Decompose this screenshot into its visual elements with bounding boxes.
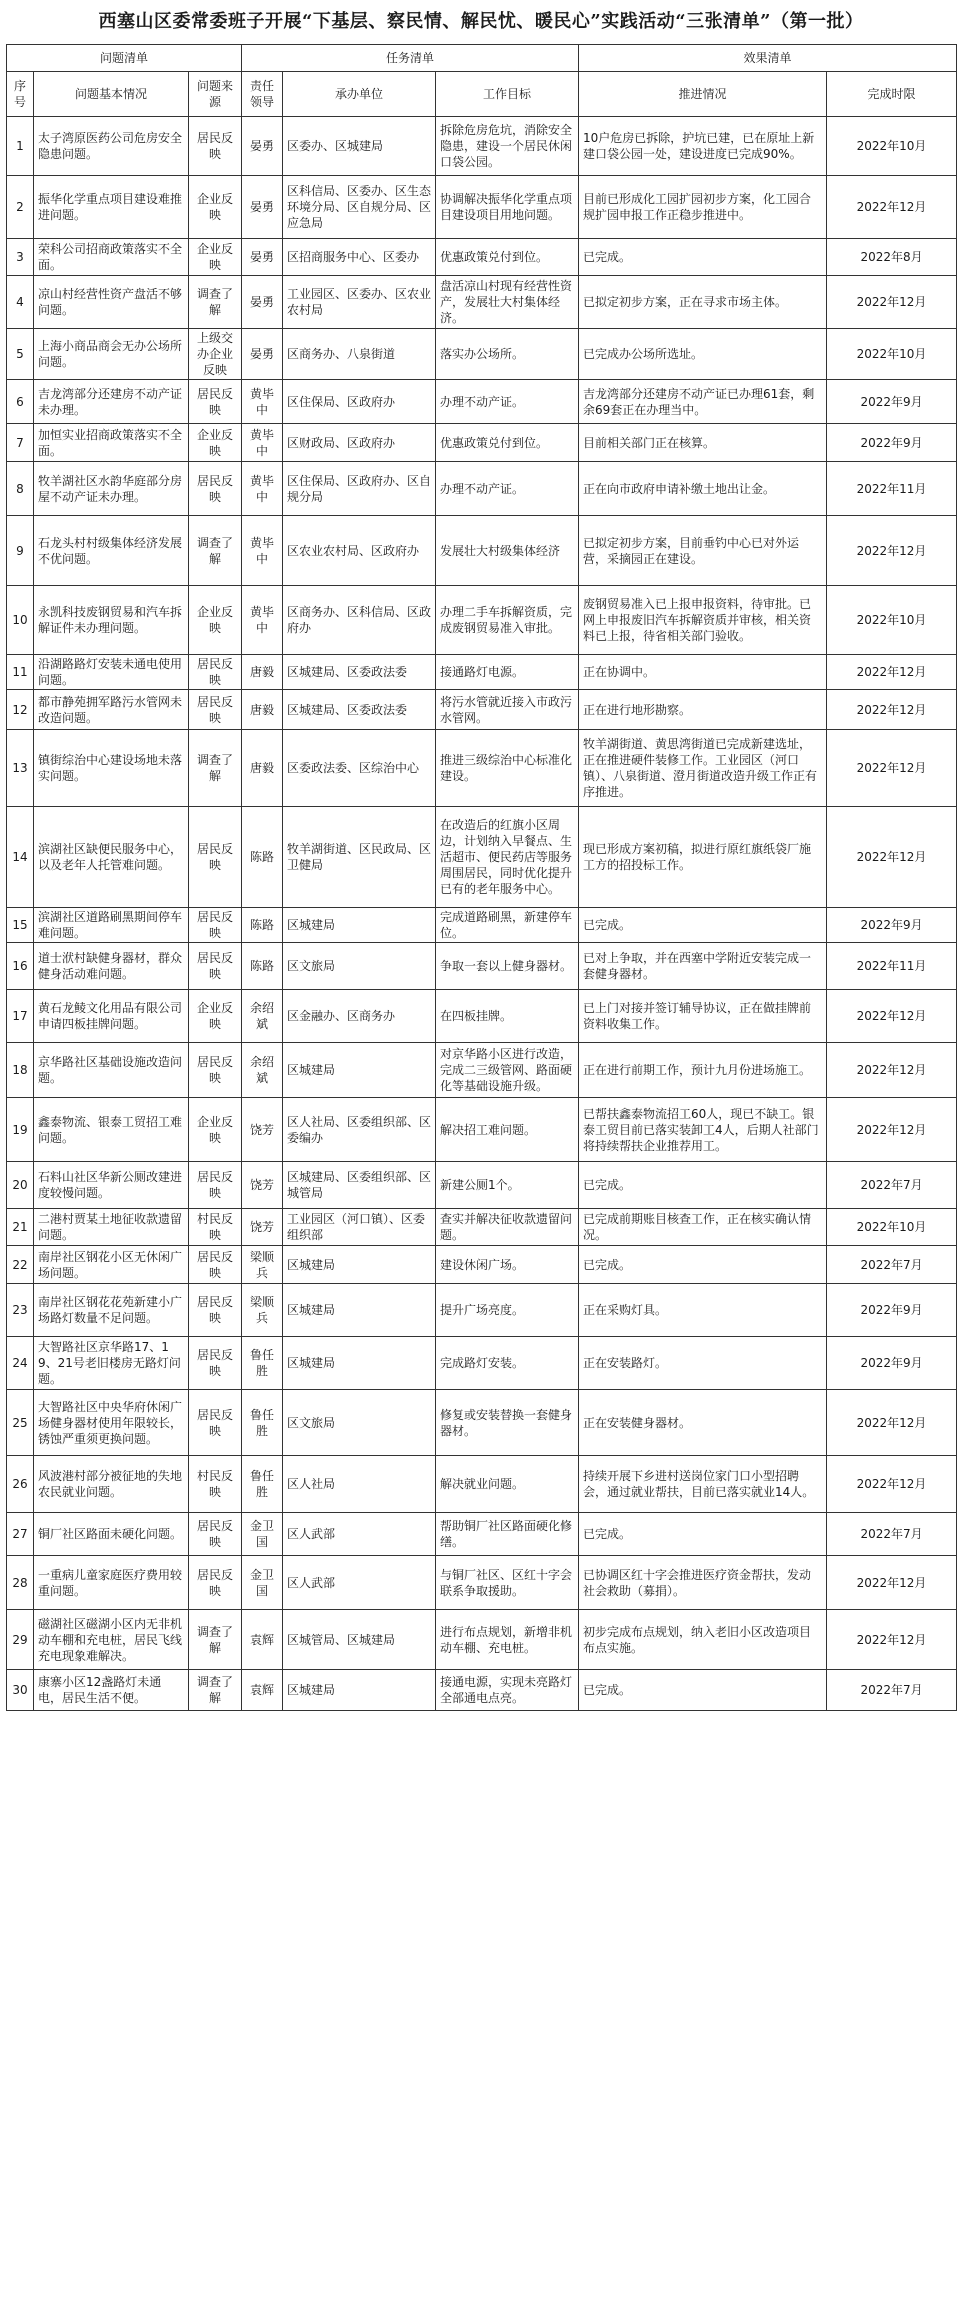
- problem-cell: 石料山社区华新公厕改建进度较慢问题。: [34, 1162, 189, 1209]
- goal-cell: 争取一套以上健身器材。: [436, 943, 579, 990]
- unit-cell: 区人武部: [283, 1556, 436, 1610]
- unit-cell: 区城建局、区委政法委: [283, 655, 436, 690]
- goal-cell: 完成道路刷黑，新建停车位。: [436, 908, 579, 943]
- row-number: 22: [7, 1246, 34, 1284]
- problem-cell: 一重病儿童家庭医疗费用较重问题。: [34, 1556, 189, 1610]
- table-row: [7, 1246, 957, 1284]
- row-number: 23: [7, 1284, 34, 1337]
- leader-cell: 饶芳: [242, 1098, 283, 1162]
- deadline-cell: 2022年9月: [827, 908, 957, 943]
- row-number: 3: [7, 239, 34, 276]
- deadline-cell: 2022年9月: [827, 424, 957, 462]
- table-row: [7, 1556, 957, 1610]
- unit-cell: 工业园区（河口镇）、区委组织部: [283, 1209, 436, 1246]
- table-row: [7, 1610, 957, 1670]
- unit-cell: 工业园区、区委办、区农业农村局: [283, 276, 436, 329]
- problem-cell: 南岸社区钢花小区无休闲广场问题。: [34, 1246, 189, 1284]
- progress-cell: 10户危房已拆除，护坑已建，已在原址上新建口袋公园一处，建设进度已完成90%。: [579, 117, 827, 176]
- progress-cell: 正在安装健身器材。: [579, 1390, 827, 1456]
- goal-cell: 完成路灯安装。: [436, 1337, 579, 1390]
- table-row: [7, 1390, 957, 1456]
- row-number: 14: [7, 807, 34, 908]
- row-number: 11: [7, 655, 34, 690]
- unit-cell: 区住保局、区政府办、区自规分局: [283, 462, 436, 516]
- leader-cell: 陈路: [242, 807, 283, 908]
- unit-cell: 区人社局、区委组织部、区委编办: [283, 1098, 436, 1162]
- leader-cell: 鲁任胜: [242, 1456, 283, 1513]
- unit-cell: 区城建局: [283, 1043, 436, 1098]
- goal-cell: 发展壮大村级集体经济: [436, 516, 579, 586]
- deadline-cell: 2022年7月: [827, 1162, 957, 1209]
- table-row: [7, 276, 957, 329]
- goal-cell: 帮助铜厂社区路面硬化修缮。: [436, 1513, 579, 1556]
- problem-cell: 风波港村部分被征地的失地农民就业问题。: [34, 1456, 189, 1513]
- goal-cell: 解决就业问题。: [436, 1456, 579, 1513]
- table-row: [7, 1513, 957, 1556]
- leader-cell: 陈路: [242, 943, 283, 990]
- source-cell: 居民反映: [189, 117, 242, 176]
- deadline-cell: 2022年12月: [827, 807, 957, 908]
- unit-cell: 区城建局: [283, 1337, 436, 1390]
- problem-cell: 南岸社区钢花花苑新建小广场路灯数量不足问题。: [34, 1284, 189, 1337]
- deadline-cell: 2022年11月: [827, 943, 957, 990]
- unit-cell: 区城建局: [283, 1246, 436, 1284]
- progress-cell: 正在向市政府申请补缴土地出让金。: [579, 462, 827, 516]
- progress-cell: 已完成。: [579, 1670, 827, 1711]
- table-row: [7, 424, 957, 462]
- progress-cell: 已完成。: [579, 239, 827, 276]
- problem-cell: 磁湖社区磁湖小区内无非机动车棚和充电桩，居民飞线充电现象难解决。: [34, 1610, 189, 1670]
- source-cell: 调查了解: [189, 276, 242, 329]
- deadline-cell: 2022年7月: [827, 1670, 957, 1711]
- row-number: 28: [7, 1556, 34, 1610]
- deadline-cell: 2022年11月: [827, 462, 957, 516]
- source-cell: 上级交办企业反映: [189, 329, 242, 380]
- goal-cell: 拆除危房危坑，消除安全隐患，建设一个居民休闲口袋公园。: [436, 117, 579, 176]
- unit-cell: 区城建局、区委政法委: [283, 690, 436, 730]
- deadline-cell: 2022年12月: [827, 176, 957, 239]
- deadline-cell: 2022年12月: [827, 1610, 957, 1670]
- table-row: [7, 943, 957, 990]
- leader-cell: 黄毕中: [242, 462, 283, 516]
- problem-cell: 滨湖社区道路刷黑期间停车难问题。: [34, 908, 189, 943]
- deadline-cell: 2022年12月: [827, 730, 957, 807]
- unit-cell: 区人社局: [283, 1456, 436, 1513]
- progress-cell: 正在采购灯具。: [579, 1284, 827, 1337]
- source-cell: 居民反映: [189, 943, 242, 990]
- problem-cell: 上海小商品商会无办公场所问题。: [34, 329, 189, 380]
- table-row: [7, 730, 957, 807]
- deadline-cell: 2022年12月: [827, 1556, 957, 1610]
- row-number: 20: [7, 1162, 34, 1209]
- table-row: [7, 176, 957, 239]
- source-cell: 村民反映: [189, 1209, 242, 1246]
- deadline-cell: 2022年7月: [827, 1246, 957, 1284]
- unit-cell: 区招商服务中心、区委办: [283, 239, 436, 276]
- goal-cell: 落实办公场所。: [436, 329, 579, 380]
- row-number: 30: [7, 1670, 34, 1711]
- row-number: 7: [7, 424, 34, 462]
- unit-cell: 牧羊湖街道、区民政局、区卫健局: [283, 807, 436, 908]
- problem-cell: 镇街综治中心建设场地未落实问题。: [34, 730, 189, 807]
- deadline-cell: 2022年12月: [827, 990, 957, 1043]
- unit-cell: 区商务办、区科信局、区政府办: [283, 586, 436, 655]
- row-number: 15: [7, 908, 34, 943]
- goal-cell: 推进三级综治中心标准化建设。: [436, 730, 579, 807]
- progress-cell: 正在进行地形勘察。: [579, 690, 827, 730]
- problem-cell: 康寨小区12盏路灯未通电，居民生活不便。: [34, 1670, 189, 1711]
- leader-cell: 余绍斌: [242, 990, 283, 1043]
- deadline-cell: 2022年10月: [827, 1209, 957, 1246]
- source-cell: 企业反映: [189, 990, 242, 1043]
- leader-cell: 黄毕中: [242, 586, 283, 655]
- row-number: 27: [7, 1513, 34, 1556]
- column-header-problem: 问题基本情况: [34, 72, 189, 117]
- deadline-cell: 2022年9月: [827, 1337, 957, 1390]
- goal-cell: 优惠政策兑付到位。: [436, 239, 579, 276]
- leader-cell: 黄毕中: [242, 380, 283, 424]
- list-table: [6, 44, 957, 1711]
- progress-cell: 目前已形成化工园扩园初步方案，化工园合规扩园申报工作正稳步推进中。: [579, 176, 827, 239]
- source-cell: 村民反映: [189, 1456, 242, 1513]
- progress-cell: 持续开展下乡进村送岗位家门口小型招聘会，通过就业帮扶，目前已落实就业14人。: [579, 1456, 827, 1513]
- problem-cell: 加恒实业招商政策落实不全面。: [34, 424, 189, 462]
- unit-cell: 区城建局、区委组织部、区城管局: [283, 1162, 436, 1209]
- unit-cell: 区委办、区城建局: [283, 117, 436, 176]
- unit-cell: 区金融办、区商务办: [283, 990, 436, 1043]
- progress-cell: 初步完成布点规划，纳入老旧小区改造项目布点实施。: [579, 1610, 827, 1670]
- goal-cell: 修复或安装替换一套健身器材。: [436, 1390, 579, 1456]
- problem-cell: 二港村贾某土地征收款遗留问题。: [34, 1209, 189, 1246]
- source-cell: 居民反映: [189, 1390, 242, 1456]
- source-cell: 调查了解: [189, 730, 242, 807]
- goal-cell: 办理不动产证。: [436, 462, 579, 516]
- column-header-leader: 责任领导: [242, 72, 283, 117]
- goal-cell: 解决招工难问题。: [436, 1098, 579, 1162]
- table-row: [7, 908, 957, 943]
- table-row: [7, 1162, 957, 1209]
- unit-cell: 区城管局、区城建局: [283, 1610, 436, 1670]
- unit-cell: 区农业农村局、区政府办: [283, 516, 436, 586]
- problem-cell: 沿湖路路灯安装未通电使用问题。: [34, 655, 189, 690]
- unit-cell: 区文旅局: [283, 1390, 436, 1456]
- row-number: 6: [7, 380, 34, 424]
- table-row: [7, 655, 957, 690]
- leader-cell: 梁顺兵: [242, 1284, 283, 1337]
- row-number: 5: [7, 329, 34, 380]
- problem-cell: 大智路社区京华路17、19、21号老旧楼房无路灯问题。: [34, 1337, 189, 1390]
- problem-cell: 牧羊湖社区水韵华庭部分房屋不动产证未办理。: [34, 462, 189, 516]
- progress-cell: 牧羊湖街道、黄思湾街道已完成新建选址，正在推进硬件装修工作。工业园区（河口镇）、八泉街道、澄月街道改造升级工作正有序推进。: [579, 730, 827, 807]
- source-cell: 居民反映: [189, 1162, 242, 1209]
- leader-cell: 黄毕中: [242, 516, 283, 586]
- row-number: 1: [7, 117, 34, 176]
- progress-cell: 现已形成方案初稿，拟进行原红旗纸袋厂施工方的招投标工作。: [579, 807, 827, 908]
- unit-cell: 区商务办、八泉街道: [283, 329, 436, 380]
- row-number: 26: [7, 1456, 34, 1513]
- leader-cell: 袁辉: [242, 1670, 283, 1711]
- goal-cell: 在四板挂牌。: [436, 990, 579, 1043]
- problem-cell: 凉山村经营性资产盘活不够问题。: [34, 276, 189, 329]
- row-number: 18: [7, 1043, 34, 1098]
- source-cell: 居民反映: [189, 1556, 242, 1610]
- progress-cell: 已完成。: [579, 1246, 827, 1284]
- table-row: [7, 1209, 957, 1246]
- row-number: 25: [7, 1390, 34, 1456]
- unit-cell: 区城建局: [283, 908, 436, 943]
- goal-cell: 将污水管就近接入市政污水管网。: [436, 690, 579, 730]
- column-header-no: 序号: [7, 72, 34, 117]
- source-cell: 居民反映: [189, 807, 242, 908]
- leader-cell: 晏勇: [242, 276, 283, 329]
- source-cell: 居民反映: [189, 1337, 242, 1390]
- progress-cell: 吉龙湾部分还建房不动产证已办理61套，剩余69套正在办理当中。: [579, 380, 827, 424]
- unit-cell: 区城建局: [283, 1284, 436, 1337]
- problem-cell: 石龙头村村级集体经济发展不优问题。: [34, 516, 189, 586]
- table-row: [7, 1337, 957, 1390]
- goal-cell: 办理二手车拆解资质，完成废钢贸易准入审批。: [436, 586, 579, 655]
- deadline-cell: 2022年9月: [827, 380, 957, 424]
- progress-cell: 已拟定初步方案，正在寻求市场主体。: [579, 276, 827, 329]
- source-cell: 企业反映: [189, 1098, 242, 1162]
- leader-cell: 梁顺兵: [242, 1246, 283, 1284]
- goal-cell: 接通电源，实现未亮路灯全部通电点亮。: [436, 1670, 579, 1711]
- source-cell: 居民反映: [189, 1043, 242, 1098]
- progress-cell: 已对上争取，并在西塞中学附近安装完成一套健身器材。: [579, 943, 827, 990]
- problem-cell: 铜厂社区路面未硬化问题。: [34, 1513, 189, 1556]
- problem-cell: 鑫泰物流、银泰工贸招工难问题。: [34, 1098, 189, 1162]
- source-cell: 居民反映: [189, 1246, 242, 1284]
- column-header-unit: 承办单位: [283, 72, 436, 117]
- problem-cell: 滨湖社区缺便民服务中心，以及老年人托管难问题。: [34, 807, 189, 908]
- progress-cell: 正在协调中。: [579, 655, 827, 690]
- leader-cell: 饶芳: [242, 1162, 283, 1209]
- goal-cell: 与铜厂社区、区红十字会联系争取援助。: [436, 1556, 579, 1610]
- document-title: 西塞山区委常委班子开展“下基层、察民情、解民忧、暖民心”实践活动“三张清单”（第一批）: [98, 11, 864, 32]
- goal-cell: 对京华路小区进行改造，完成二三级管网、路面硬化等基础设施升级。: [436, 1043, 579, 1098]
- leader-cell: 鲁任胜: [242, 1337, 283, 1390]
- row-number: 2: [7, 176, 34, 239]
- source-cell: 调查了解: [189, 1610, 242, 1670]
- goal-cell: 办理不动产证。: [436, 380, 579, 424]
- row-number: 17: [7, 990, 34, 1043]
- leader-cell: 袁辉: [242, 1610, 283, 1670]
- leader-cell: 晏勇: [242, 176, 283, 239]
- problem-cell: 大智路社区中央华府休闲广场健身器材使用年限较长，锈蚀严重须更换问题。: [34, 1390, 189, 1456]
- deadline-cell: 2022年10月: [827, 329, 957, 380]
- leader-cell: 黄毕中: [242, 424, 283, 462]
- leader-cell: 晏勇: [242, 117, 283, 176]
- goal-cell: 在改造后的红旗小区周边，计划纳入早餐点、生活超市、便民药店等服务周围居民，同时优化提升已有的老年服务中心。: [436, 807, 579, 908]
- table-row: [7, 690, 957, 730]
- row-number: 16: [7, 943, 34, 990]
- table-row: [7, 586, 957, 655]
- goal-cell: 优惠政策兑付到位。: [436, 424, 579, 462]
- progress-cell: 废钢贸易准入已上报申报资料，待审批。已网上申报废旧汽车拆解资质并审核，相关资料已上报，待省相关部门验收。: [579, 586, 827, 655]
- goal-cell: 协调解决振华化学重点项目建设项目用地问题。: [436, 176, 579, 239]
- table-row: [7, 380, 957, 424]
- table-row: [7, 117, 957, 176]
- deadline-cell: 2022年12月: [827, 1390, 957, 1456]
- source-cell: 居民反映: [189, 655, 242, 690]
- row-number: 29: [7, 1610, 34, 1670]
- problem-cell: 吉龙湾部分还建房不动产证未办理。: [34, 380, 189, 424]
- source-cell: 调查了解: [189, 1670, 242, 1711]
- row-number: 21: [7, 1209, 34, 1246]
- unit-cell: 区财政局、区政府办: [283, 424, 436, 462]
- deadline-cell: 2022年12月: [827, 516, 957, 586]
- progress-cell: 已完成。: [579, 908, 827, 943]
- leader-cell: 金卫国: [242, 1556, 283, 1610]
- unit-cell: 区科信局、区委办、区生态环境分局、区自规分局、区应急局: [283, 176, 436, 239]
- column-header-deadline: 完成时限: [827, 72, 957, 117]
- leader-cell: 晏勇: [242, 329, 283, 380]
- source-cell: 居民反映: [189, 690, 242, 730]
- leader-cell: 鲁任胜: [242, 1390, 283, 1456]
- progress-cell: 已拟定初步方案，目前垂钓中心已对外运营，采摘园正在建设。: [579, 516, 827, 586]
- goal-cell: 接通路灯电源。: [436, 655, 579, 690]
- progress-cell: 已帮扶鑫泰物流招工60人，现已不缺工。银泰工贸目前已落实装卸工4人，后期人社部门将持续帮扶企业推荐用工。: [579, 1098, 827, 1162]
- row-number: 10: [7, 586, 34, 655]
- source-cell: 居民反映: [189, 1284, 242, 1337]
- row-number: 12: [7, 690, 34, 730]
- table-row: [7, 1670, 957, 1711]
- group-header-problems: 问题清单: [7, 45, 242, 72]
- source-cell: 企业反映: [189, 424, 242, 462]
- source-cell: 居民反映: [189, 908, 242, 943]
- goal-cell: 新建公厕1个。: [436, 1162, 579, 1209]
- source-cell: 企业反映: [189, 239, 242, 276]
- source-cell: 居民反映: [189, 462, 242, 516]
- source-cell: 企业反映: [189, 176, 242, 239]
- source-cell: 调查了解: [189, 516, 242, 586]
- progress-cell: 已完成。: [579, 1513, 827, 1556]
- table-row: [7, 462, 957, 516]
- row-number: 4: [7, 276, 34, 329]
- table-row: [7, 516, 957, 586]
- problem-cell: 黄石龙鲮文化用品有限公司申请四板挂牌问题。: [34, 990, 189, 1043]
- leader-cell: 陈路: [242, 908, 283, 943]
- leader-cell: 饶芳: [242, 1209, 283, 1246]
- deadline-cell: 2022年12月: [827, 1456, 957, 1513]
- unit-cell: 区城建局: [283, 1670, 436, 1711]
- group-header-effects: 效果清单: [579, 45, 957, 72]
- leader-cell: 唐毅: [242, 690, 283, 730]
- deadline-cell: 2022年7月: [827, 1513, 957, 1556]
- row-number: 24: [7, 1337, 34, 1390]
- column-header-goal: 工作目标: [436, 72, 579, 117]
- progress-cell: 已完成前期账目核查工作，正在核实确认情况。: [579, 1209, 827, 1246]
- leader-cell: 唐毅: [242, 730, 283, 807]
- deadline-cell: 2022年12月: [827, 690, 957, 730]
- table-row: [7, 329, 957, 380]
- problem-cell: 京华路社区基础设施改造问题。: [34, 1043, 189, 1098]
- deadline-cell: 2022年10月: [827, 586, 957, 655]
- source-cell: 居民反映: [189, 380, 242, 424]
- problem-cell: 振华化学重点项目建设难推进问题。: [34, 176, 189, 239]
- table-row: [7, 239, 957, 276]
- row-number: 13: [7, 730, 34, 807]
- source-cell: 企业反映: [189, 586, 242, 655]
- table-row: [7, 990, 957, 1043]
- progress-cell: 目前相关部门正在核算。: [579, 424, 827, 462]
- group-header-tasks: 任务清单: [242, 45, 579, 72]
- progress-cell: 已完成办公场所选址。: [579, 329, 827, 380]
- goal-cell: 建设休闲广场。: [436, 1246, 579, 1284]
- progress-cell: 已协调区红十字会推进医疗资金帮扶，发动社会救助（募捐）。: [579, 1556, 827, 1610]
- row-number: 9: [7, 516, 34, 586]
- problem-cell: 荣科公司招商政策落实不全面。: [34, 239, 189, 276]
- progress-cell: 正在安装路灯。: [579, 1337, 827, 1390]
- progress-cell: 已上门对接并签订辅导协议，正在做挂牌前资料收集工作。: [579, 990, 827, 1043]
- leader-cell: 余绍斌: [242, 1043, 283, 1098]
- progress-cell: 正在进行前期工作，预计九月份进场施工。: [579, 1043, 827, 1098]
- unit-cell: 区委政法委、区综治中心: [283, 730, 436, 807]
- table-row: [7, 1043, 957, 1098]
- deadline-cell: 2022年12月: [827, 1098, 957, 1162]
- deadline-cell: 2022年12月: [827, 1043, 957, 1098]
- column-header-progress: 推进情况: [579, 72, 827, 117]
- leader-cell: 唐毅: [242, 655, 283, 690]
- deadline-cell: 2022年9月: [827, 1284, 957, 1337]
- table-row: [7, 1456, 957, 1513]
- table-row: [7, 807, 957, 908]
- problem-cell: 太子湾原医药公司危房安全隐患问题。: [34, 117, 189, 176]
- problem-cell: 道士洑村缺健身器材，群众健身活动难问题。: [34, 943, 189, 990]
- problem-cell: 永凯科技废钢贸易和汽车拆解证件未办理问题。: [34, 586, 189, 655]
- row-number: 8: [7, 462, 34, 516]
- progress-cell: 已完成。: [579, 1162, 827, 1209]
- deadline-cell: 2022年10月: [827, 117, 957, 176]
- problem-cell: 都市静苑拥军路污水管网未改造问题。: [34, 690, 189, 730]
- goal-cell: 盘活凉山村现有经营性资产，发展壮大村集体经济。: [436, 276, 579, 329]
- source-cell: 居民反映: [189, 1513, 242, 1556]
- deadline-cell: 2022年12月: [827, 655, 957, 690]
- unit-cell: 区人武部: [283, 1513, 436, 1556]
- table-row: [7, 1098, 957, 1162]
- goal-cell: 提升广场亮度。: [436, 1284, 579, 1337]
- goal-cell: 进行布点规划，新增非机动车棚、充电桩。: [436, 1610, 579, 1670]
- unit-cell: 区文旅局: [283, 943, 436, 990]
- table-row: [7, 1284, 957, 1337]
- leader-cell: 晏勇: [242, 239, 283, 276]
- column-header-source: 问题来源: [189, 72, 242, 117]
- deadline-cell: 2022年8月: [827, 239, 957, 276]
- leader-cell: 金卫国: [242, 1513, 283, 1556]
- deadline-cell: 2022年12月: [827, 276, 957, 329]
- row-number: 19: [7, 1098, 34, 1162]
- unit-cell: 区住保局、区政府办: [283, 380, 436, 424]
- goal-cell: 查实并解决征收款遗留问题。: [436, 1209, 579, 1246]
